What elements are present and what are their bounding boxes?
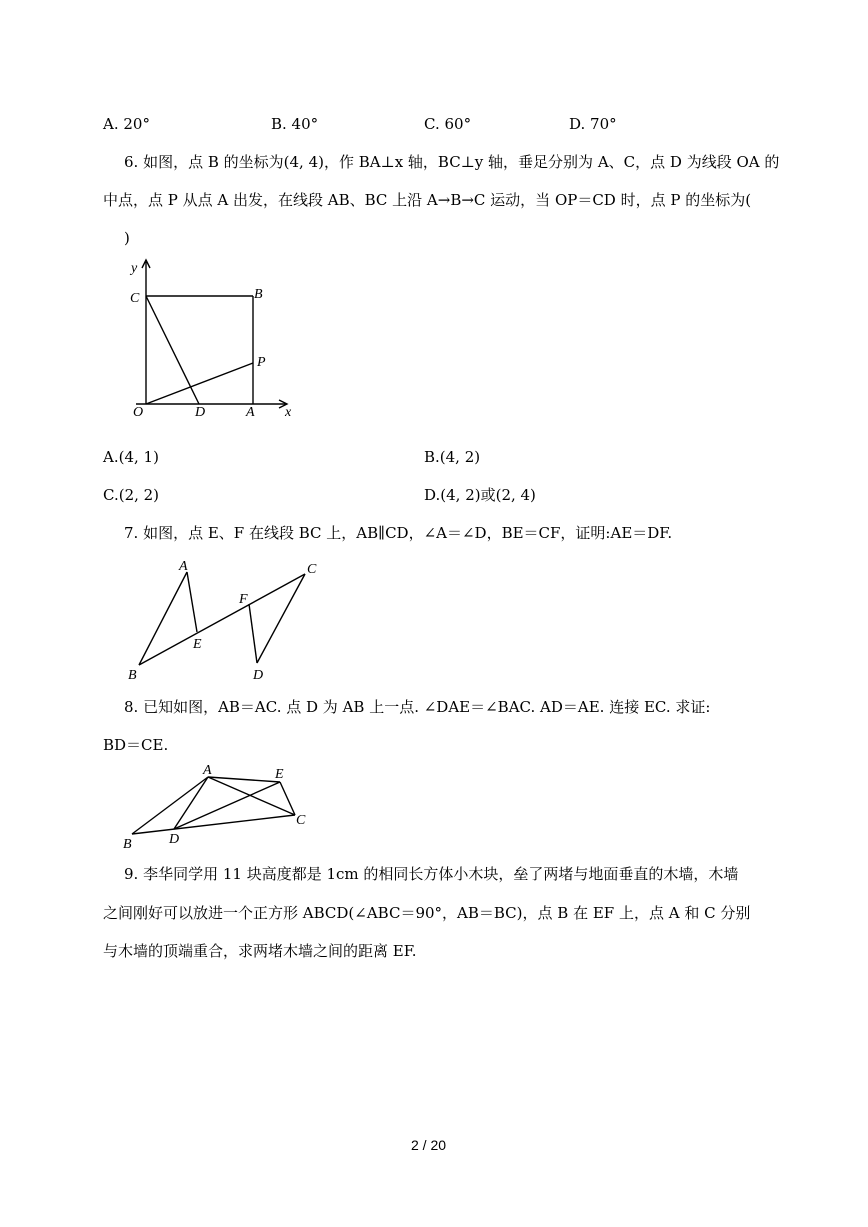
- q8-label-a: A: [203, 763, 212, 778]
- q5-option-b: B. 40°: [271, 115, 319, 133]
- q8-text-line1: 8. 已知如图，AB＝AC. 点 D 为 AB 上一点. ∠DAE＝∠BAC. AD＝AE. 连接 EC. 求证:: [124, 698, 711, 716]
- q6-option-c: C.(2, 2): [103, 486, 160, 504]
- q8-segment-ac: [208, 777, 295, 815]
- q6-option-b: B.(4, 2): [424, 448, 481, 466]
- q7-label-e: E: [193, 637, 202, 652]
- q5-option-c: C. 60°: [424, 115, 472, 133]
- q9-text-line2: 之间刚好可以放进一个正方形 ABCD(∠ABC＝90°，AB＝BC)，点 B 在 EF 上，点 A 和 C 分别: [103, 904, 751, 922]
- q6-option-a: A.(4, 1): [103, 448, 159, 466]
- q6-label-y: y: [131, 261, 138, 276]
- q8-text-line2: BD＝CE.: [103, 736, 169, 754]
- q5-option-d: D. 70°: [569, 115, 617, 133]
- q6-label-p: P: [257, 355, 266, 370]
- q9-text-line3: 与木墙的顶端重合，求两堵木墙之间的距离 EF.: [103, 942, 417, 960]
- q8-segment-ba: [132, 777, 208, 834]
- q6-text-line2: 中点，点 P 从点 A 出发，在线段 AB、BC 上沿 A→B→C 运动，当 OP＝CD 时，点 P 的坐标为(: [103, 191, 782, 209]
- q6-option-d: D.(4, 2)或(2, 4): [424, 486, 536, 504]
- q7-label-b: B: [128, 668, 137, 683]
- q8-label-e: E: [275, 767, 284, 782]
- q6-label-a: A: [246, 405, 255, 420]
- q6-label-o: O: [133, 405, 144, 420]
- q8-label-d: D: [169, 832, 180, 847]
- q6-label-d: D: [195, 405, 206, 420]
- q8-segment-bc: [132, 815, 295, 834]
- q7-label-f: F: [239, 592, 248, 607]
- q7-label-d: D: [253, 668, 264, 683]
- q9-text-line1: 9. 李华同学用 11 块高度都是 1cm 的相同长方体小木块，垒了两堵与地面垂直的木墙，木墙: [124, 865, 739, 883]
- q6-label-c: C: [130, 291, 140, 306]
- q6-text-line1: 6. 如图，点 B 的坐标为(4, 4)，作 BA⊥x 轴，BC⊥y 轴，垂足分别为 A、C，点 D 为线段 OA 的: [124, 153, 780, 171]
- q6-text-line3: ): [124, 229, 130, 247]
- q6-label-b: B: [254, 287, 263, 302]
- q7-label-a: A: [179, 559, 188, 574]
- q6-label-x: x: [285, 405, 292, 420]
- q8-label-b: B: [123, 837, 132, 852]
- page-number: 2 / 20: [411, 1137, 447, 1153]
- q8-label-c: C: [296, 813, 306, 828]
- q7-label-c: C: [307, 562, 317, 577]
- q7-text-line1: 7. 如图，点 E、F 在线段 BC 上，AB∥CD，∠A＝∠D，BE＝CF，证明:AE＝DF.: [124, 524, 673, 542]
- q5-option-a: A. 20°: [103, 115, 150, 133]
